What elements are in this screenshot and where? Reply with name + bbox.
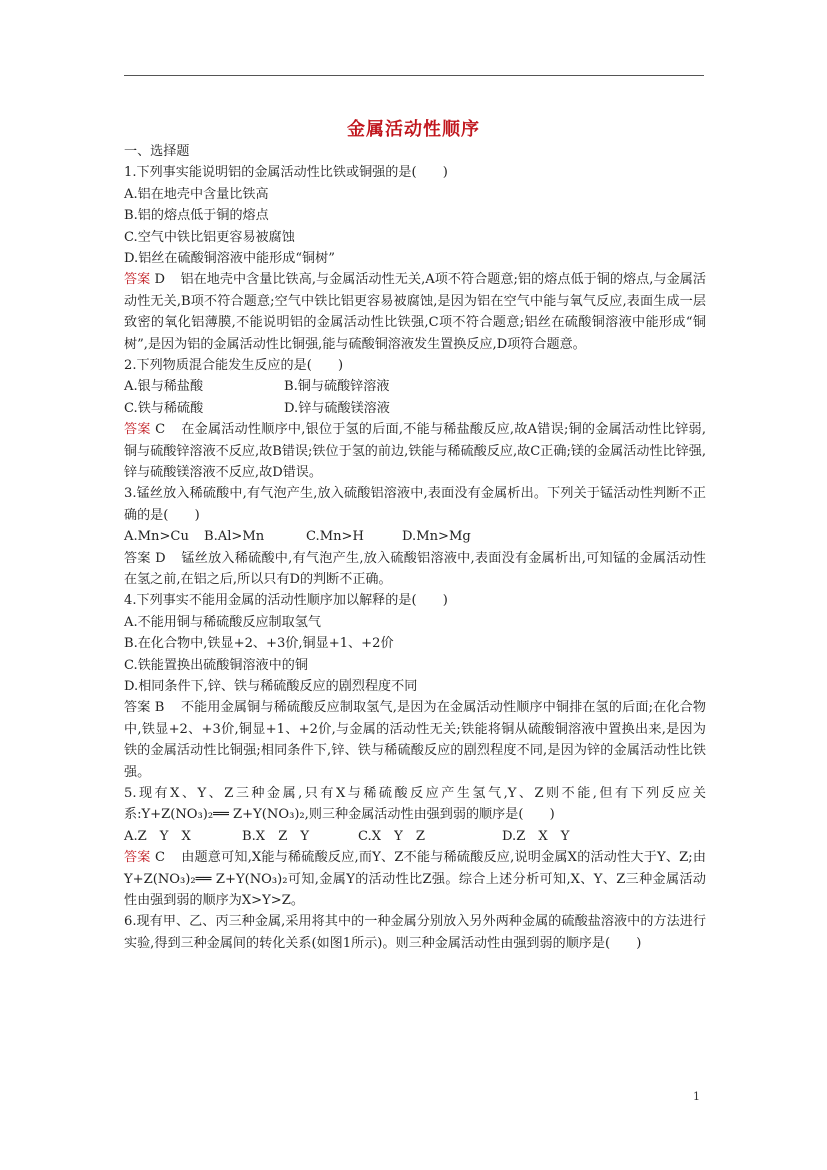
q5-option-d: D.Z X Y <box>502 828 570 844</box>
q4-option-c: C.铁能置换出硫酸铜溶液中的铜 <box>124 657 308 673</box>
answer-explanation: 不能用金属铜与稀硫酸反应制取氢气,是因为在金属活动性顺序中铜排在氢的后面;在化合物中,铁显+2、+3价,铜显+1、+2价,与金属的活动性无关;铁能将铜从硫酸铜溶液中置换出来,是因为铁的金属活动性比铜强;相同条件下,锌、铁与稀硫酸反应的剧烈程度不同,是因为锌的金属活动性比铁强。 <box>124 700 706 780</box>
page-title: 金属活动性顺序 <box>347 119 480 140</box>
page-number: 1 <box>693 1090 700 1103</box>
header-rule <box>124 75 704 76</box>
q3-option-d: D.Mn>Mg <box>402 529 471 545</box>
q3-option-a: A.Mn>Cu <box>124 529 189 545</box>
q2-option-c: C.铁与稀硫酸 <box>124 400 204 416</box>
answer-label: 答案 <box>124 272 151 288</box>
q4-option-a: A.不能用铜与稀硫酸反应制取氢气 <box>124 614 321 630</box>
q1-option-a: A.铝在地壳中含量比铁高 <box>124 186 269 202</box>
question-3-stem: 3.锰丝放入稀硫酸中,有气泡产生,放入硫酸铝溶液中,表面没有金属析出。下列关于锰活动性判断不正确的是( ) <box>124 486 706 523</box>
q2-options-row-1 <box>124 376 706 397</box>
q5-option-a: A.Z Y X <box>124 828 191 844</box>
q1-option-d: D.铝丝在硫酸铜溶液中能形成“铜树” <box>124 250 335 266</box>
answer-label: 答案 <box>124 850 151 866</box>
answer-letter: C <box>155 422 166 438</box>
document-body <box>124 141 706 954</box>
q3-option-b: B.Al>Mn <box>204 529 265 545</box>
q5-answer <box>124 847 706 911</box>
q2-options-row-2 <box>124 398 706 419</box>
q2-option-a: A.银与稀盐酸 <box>124 379 204 395</box>
q4-answer <box>124 697 706 783</box>
q1-answer <box>124 269 706 355</box>
q5-options-row <box>124 826 706 847</box>
q2-answer <box>124 419 706 483</box>
answer-explanation: 锰丝放入稀硫酸中,有气泡产生,放入硫酸铝溶液中,表面没有金属析出,可知锰的金属活动性在氢之前,在铝之后,所以只有D的判断不正确。 <box>124 550 706 587</box>
answer-label: 答案 <box>124 550 151 566</box>
answer-letter: B <box>154 700 165 716</box>
answer-explanation: 由题意可知,X能与稀硫酸反应,而Y、Z不能与稀硫酸反应,说明金属X的活动性大于Y、Z;由Y+Z(NO₃)₂══ Z+Y(NO₃)₂可知,金属Y的活动性比Z强。综合上述分析可知,X、Y、Z三种金属活动性由强到弱的顺序为X>Y>Z。 <box>124 850 706 908</box>
q1-option-c: C.空气中铁比铝更容易被腐蚀 <box>124 229 295 245</box>
answer-letter: D <box>154 272 165 288</box>
q4-option-b: B.在化合物中,铁显+2、+3价,铜显+1、+2价 <box>124 636 394 652</box>
answer-label: 答案 <box>124 422 151 438</box>
question-2-stem: 2.下列物质混合能发生反应的是( ) <box>124 357 344 373</box>
question-4-stem: 4.下列事实不能用金属的活动性顺序加以解释的是( ) <box>124 593 448 609</box>
answer-explanation: 在金属活动性顺序中,银位于氢的后面,不能与稀盐酸反应,故A错误;铜的金属活动性比锌弱,铜与硫酸锌溶液不反应,故B错误;铁位于氢的前边,铁能与稀硫酸反应,故C正确;镁的金属活动性比锌强,锌与硫酸镁溶液不反应,故D错误。 <box>124 422 707 480</box>
q3-option-c: C.Mn>H <box>306 529 364 545</box>
q4-option-d: D.相同条件下,锌、铁与稀硫酸反应的剧烈程度不同 <box>124 678 418 694</box>
q5-option-b: B.X Z Y <box>242 828 310 844</box>
answer-explanation: 铝在地壳中含量比铁高,与金属活动性无关,A项不符合题意;铝的熔点低于铜的熔点,与金属活动性无关,B项不符合题意;空气中铁比铝更容易被腐蚀,是因为铝在空气中能与氧气反应,表面生成一层致密的氧化铝薄膜,不能说明铝的金属活动性比铁强,C项不符合题意;铝丝在硫酸铜溶液中能形成“铜树”,是因为铝的金属活动性比铜强,能与硫酸铜溶液发生置换反应,D项符合题意。 <box>124 272 706 352</box>
q3-options-row <box>124 526 706 547</box>
q5-option-c: C.X Y Z <box>358 828 425 844</box>
question-5-stem: 5.现有X、Y、Z三种金属,只有X与稀硫酸反应产生氢气,Y、Z则不能,但有下列反应关系:Y+Z(NO₃)₂══ Z+Y(NO₃)₂,则三种金属活动性由强到弱的顺序是( ) <box>124 785 706 823</box>
q3-answer <box>124 548 706 591</box>
q2-option-b: B.铜与硫酸锌溶液 <box>284 379 390 395</box>
section-heading: 一、选择题 <box>124 144 190 159</box>
answer-letter: C <box>154 850 166 866</box>
question-6-stem: 6.现有甲、乙、丙三种金属,采用将其中的一种金属分别放入另外两种金属的硫酸盐溶液中的方法进行实验,得到三种金属间的转化关系(如图1所示)。则三种金属活动性由强到弱的顺序是( ) <box>124 914 706 951</box>
q1-option-b: B.铝的熔点低于铜的熔点 <box>124 208 269 224</box>
question-1-stem: 1.下列事实能说明铝的金属活动性比铁或铜强的是( ) <box>124 165 448 181</box>
answer-letter: D <box>155 550 166 566</box>
q2-option-d: D.锌与硫酸镁溶液 <box>284 400 390 416</box>
answer-label: 答案 <box>124 700 151 716</box>
